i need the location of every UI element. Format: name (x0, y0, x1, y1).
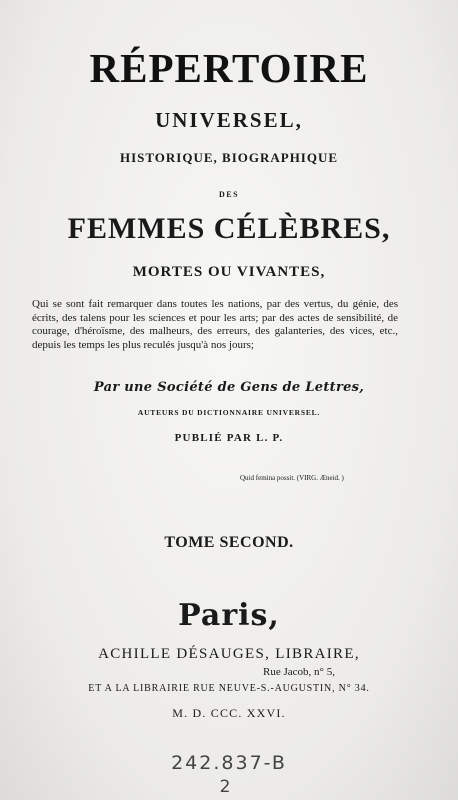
handwritten-volume-number: 2 (219, 777, 231, 797)
subtitle: UNIVERSEL, (155, 108, 303, 132)
description-paragraph: Qui se sont fait remarquer dans toutes les nations, par des vertus, du génie, des écrits, des talens pour les sciences et pour les arts; par des actes de sensibilité, de courage, d'héroïsme, des malheurs, des erreurs, des galanteries, des vices, etc., depuis les temps les plus reculés jusqu'à nos jours; (32, 298, 398, 351)
authors-line: AUTEURS DU DICTIONNAIRE UNIVERSEL. (137, 408, 321, 417)
city-imprint: Paris, (178, 598, 280, 633)
main-title: FEMMES CÉLÈBRES, (67, 212, 391, 245)
publisher-address: Rue Jacob, n° 5, (263, 666, 335, 678)
publisher-name: ACHILLE DÉSAUGES, LIBRAIRE, (98, 646, 360, 662)
published-by: PUBLIÉ PAR L. P. (174, 432, 284, 444)
subtitle-historique: HISTORIQUE, BIOGRAPHIQUE (119, 150, 339, 165)
epigraph: Quid femina possit. (VIRG. Æneid. ) (240, 474, 344, 482)
second-bookshop: ET A LA LIBRAIRIE RUE NEUVE-S.-AUGUSTIN, N° 34. (88, 683, 370, 694)
handwritten-shelfmark: 242.837-B (171, 752, 287, 774)
title: RÉPERTOIRE (89, 45, 369, 91)
publication-year: M. D. CCC. XXVI. (172, 706, 286, 720)
qualifier: MORTES OU VIVANTES, (132, 264, 326, 280)
volume-label: TOME SECOND. (164, 534, 294, 551)
connector-des: DES (218, 190, 240, 199)
authorship-line: Par une Société de Gens de Lettres, (93, 380, 365, 395)
